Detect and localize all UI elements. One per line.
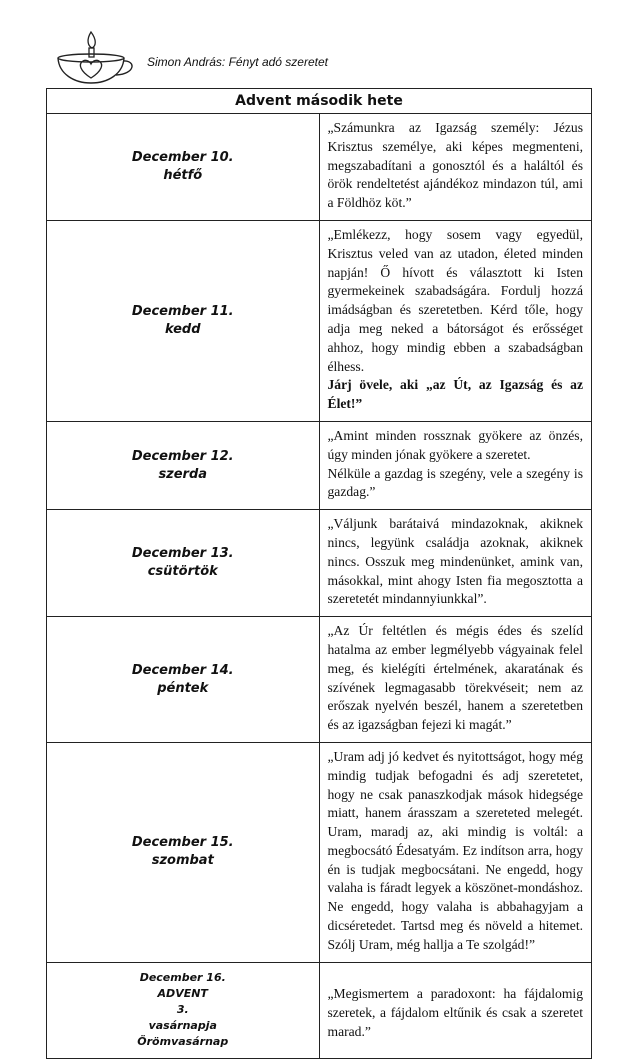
table-title-row bbox=[47, 89, 592, 114]
day-cell bbox=[47, 962, 320, 1058]
quote-cell bbox=[319, 742, 592, 962]
quote-text: Nélküle a gazdag is szegény, vele a szegény is gazdag.” bbox=[327, 465, 583, 500]
day-cell bbox=[47, 510, 320, 617]
day-cell bbox=[47, 220, 320, 421]
author-title-line: Simon András: Fényt adó szeretet bbox=[147, 55, 328, 69]
day-cell bbox=[47, 421, 320, 509]
day-label-advent: ADVENT bbox=[157, 987, 208, 1001]
quote-cell bbox=[319, 962, 592, 1058]
table-row bbox=[47, 114, 592, 221]
day-cell bbox=[47, 114, 320, 221]
day-date: December 16. bbox=[139, 971, 226, 985]
day-weekday: csütörtök bbox=[147, 564, 218, 580]
day-cell bbox=[47, 742, 320, 962]
day-weekday: szerda bbox=[158, 466, 208, 482]
day-weekday: péntek bbox=[157, 680, 209, 696]
quote-text: „Számunkra az Igazság személy: Jézus Krisztus személye, aki képes megmenteni, megszabadítani a gonosztól és a haláltól és örök rendeltetést ajándékoz mindazon túl, ami a Földhöz köt.” bbox=[327, 120, 583, 211]
table-title: Advent második hete bbox=[47, 89, 592, 114]
table-row bbox=[47, 742, 592, 962]
table-row bbox=[47, 421, 592, 509]
day-date: December 14. bbox=[131, 662, 234, 678]
quote-text: „Váljunk barátaivá mindazoknak, akiknek nincs, legyünk családja azoknak, akiknek nincs. Osszuk meg mindenünket, amink van, másokkal, mint ahogy Isten fia megosztotta a szeretetét mindannyiunkkal”. bbox=[327, 516, 583, 607]
day-date: December 15. bbox=[131, 835, 234, 851]
table-row bbox=[47, 510, 592, 617]
quote-text: „Megismertem a paradoxont: ha fájdalomig szeretek, a fájdalom eltűnik és csak a szeretet marad.” bbox=[327, 986, 583, 1040]
quote-text: „Az Úr feltétlen és mégis édes és szelíd hatalma az ember legmélyebb vágyainak felel meg, és kielégíti értelmének, akaratának és szívének legmagasabb törekvéseit; nem az erőszak nyelvén beszél, hanem a szeretetben és az igazságban fejezi ki magát.” bbox=[327, 623, 583, 733]
table-row bbox=[47, 962, 592, 1058]
candle-cup-heart-logo bbox=[52, 22, 134, 86]
day-date: December 12. bbox=[131, 448, 234, 464]
day-weekday: szombat bbox=[151, 853, 214, 869]
day-weekday: vasárnapja bbox=[148, 1019, 217, 1033]
table-row bbox=[47, 617, 592, 743]
quote-cell bbox=[319, 114, 592, 221]
day-weekday: kedd bbox=[164, 321, 201, 337]
quote-bold-text: Járj övele, aki „az Út, az Igazság és az Élet!” bbox=[327, 377, 583, 412]
day-date: December 11. bbox=[131, 303, 234, 319]
day-label-name: Örömvasárnap bbox=[137, 1035, 229, 1049]
day-label-number: 3. bbox=[176, 1003, 189, 1017]
page-header bbox=[52, 22, 612, 92]
quote-text: „Uram adj jó kedvet és nyitottságot, hogy még mindig tudjak befogadni és adj szeretetet, hogy ne csak panaszkodjak mások hidegsége miatt, hanem árasszam a szereteted melegét. Uram, maradj az, aki mindig is voltál: a megbocsátó Édesatyám. Ez indítson arra, hogy én is tudjak megbocsátani. Ne engedd, hogy valaha is fáradt legyek a köszönet-mondáshoz. Ne engedd, hogy valaha is abbahagyjam a dicséretedet. Tartsd meg és növeld a hitemet. Szólj Uram, még hallja a Te szolgád!” bbox=[327, 748, 583, 952]
quote-cell bbox=[319, 220, 592, 421]
day-date: December 10. bbox=[131, 149, 234, 165]
quote-cell bbox=[319, 617, 592, 743]
quote-cell bbox=[319, 421, 592, 509]
quote-cell bbox=[319, 510, 592, 617]
table-row bbox=[47, 220, 592, 421]
day-date: December 13. bbox=[131, 546, 234, 562]
advent-week-table bbox=[46, 88, 592, 1059]
day-cell bbox=[47, 617, 320, 743]
quote-text: „Emlékezz, hogy sosem vagy egyedül, Krisztus veled van az utadon, életed minden napján! Ő hívott és választott ki Isten gyermekeinek szabadságára. Fordulj hozzá imádságban és szeretetben. Kérd tőle, hogy adja meg neked a bátorságot és erősséget ahhoz, hogy mindig ebben a szabadságban élhess. bbox=[327, 226, 583, 374]
quote-text: „Amint minden rossznak gyökere az önzés, úgy minden jónak gyökere a szeretet. bbox=[327, 427, 583, 462]
day-weekday: hétfő bbox=[163, 167, 203, 183]
